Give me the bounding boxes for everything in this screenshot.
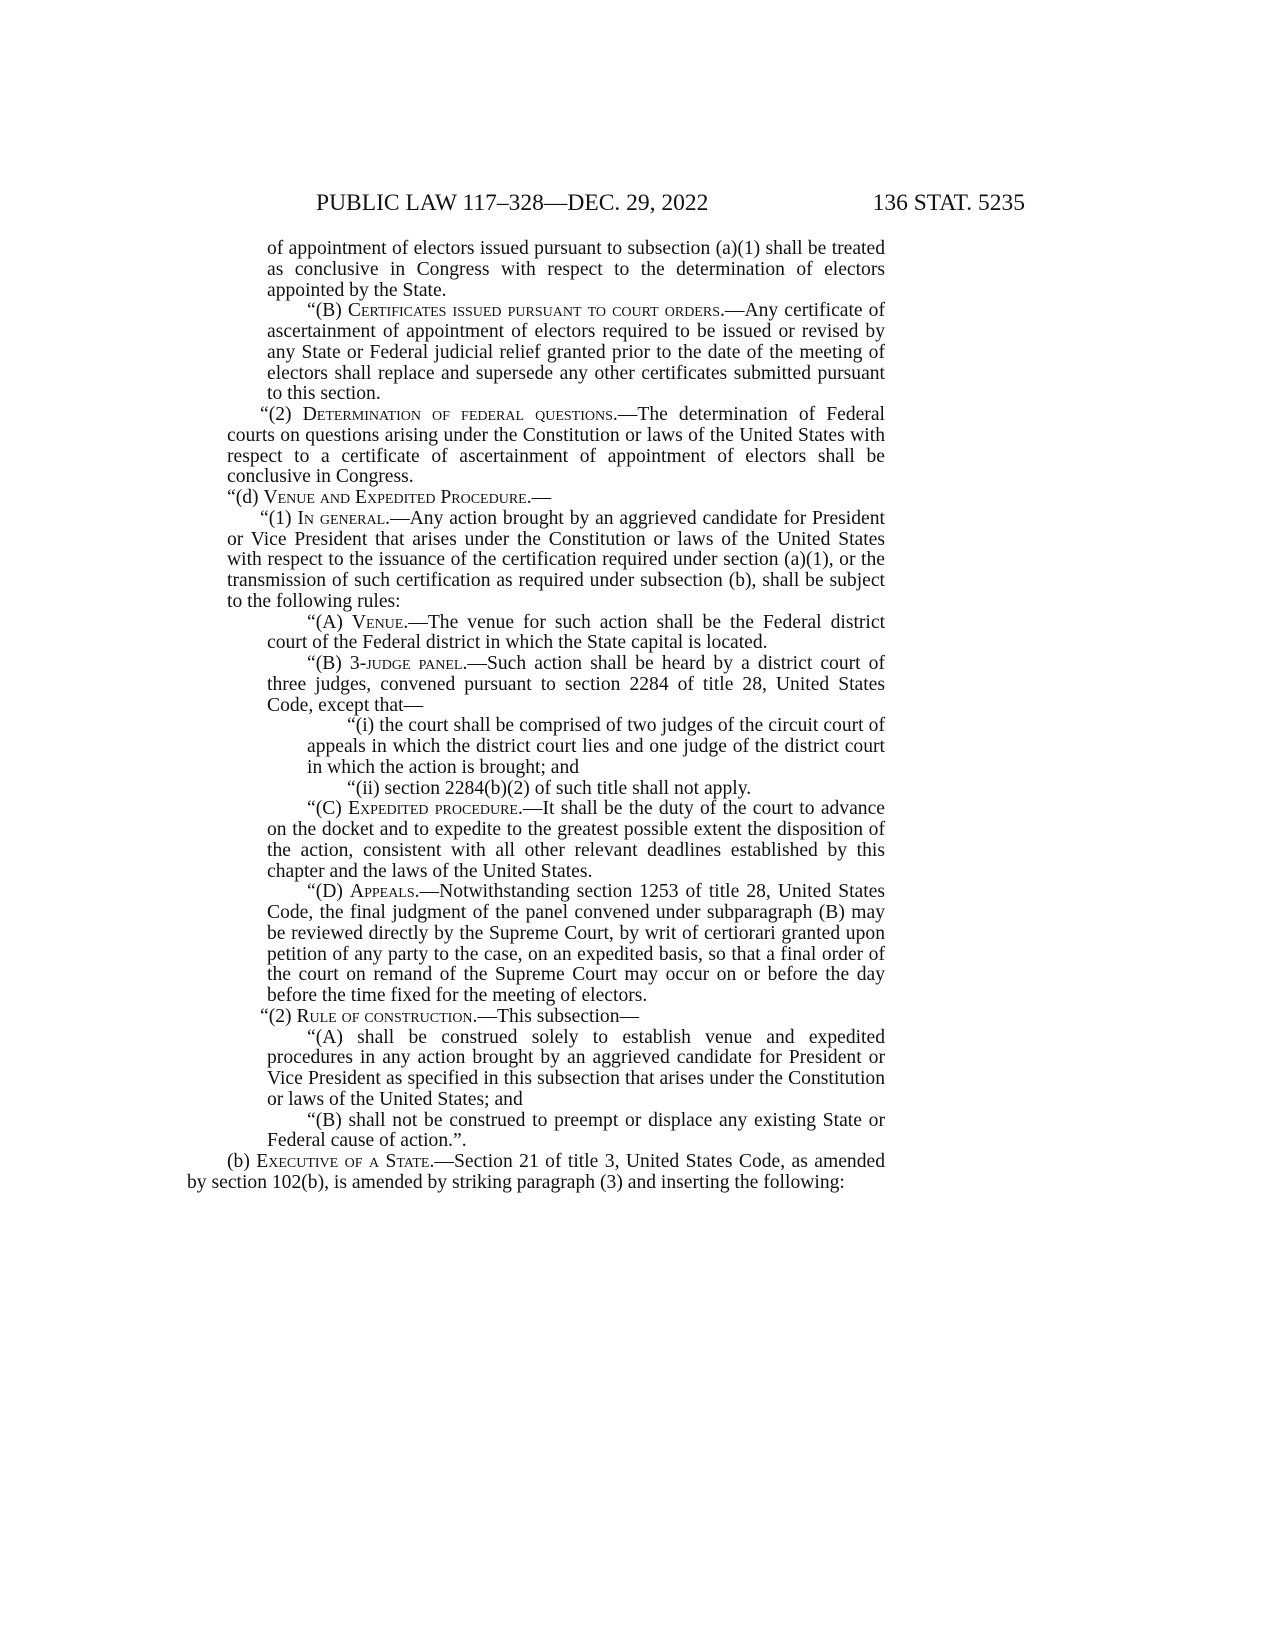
subparagraph-a-venue: “(A) Venue.—The venue for such action shall be the Federal district court of the Federal district in which the State capital is located.	[267, 611, 886, 654]
paragraph-heading: Determination of federal questions.	[302, 404, 618, 425]
statute-page-number: 136 STAT. 5235	[872, 190, 1025, 216]
paragraph-2-federal-questions: “(2) Determination of federal questions.—The determination of Federal courts on questions arising under the Constitution or laws of the United States with respect to a certificate of ascertainment of appointment of electors shall be conclusive in Congress.	[227, 404, 885, 488]
subparagraph-c-expedited-procedure: “(C) Expedited procedure.—It shall be the duty of the court to advance on the docket and to expedite to the greatest possible extent the disposition of the action, consistent with all other relevant deadlines established by this chapter and the laws of the United States.	[267, 798, 885, 882]
subparagraph-b-3-judge-panel: “(B) 3-judge panel.—Such action shall be heard by a district court of three judges, convened pursuant to section 2284 of title 28, United States Code, except that—	[267, 653, 886, 716]
paragraph-1-in-general: “(1) In general.—Any action brought by an aggrieved candidate for President or Vice President that arises under the Constitution or laws of the United States with respect to the issuance of the certification required under section (a)(1), or the transmission of such certification as required under subsection (b), shall be subject to the following rules:	[227, 507, 885, 612]
subparagraph-heading: Venue.	[351, 611, 409, 633]
subparagraph-a-construed: “(A) shall be construed solely to establish venue and expedited procedures in any action brought by an aggrieved candidate for President or Vice President as specified in this subsection that arises under the Constitution or laws of the United States; and	[267, 1026, 885, 1110]
subparagraph-b-not-preempt: “(B) shall not be construed to preempt or displace any existing State or Federal cause of action.”.	[267, 1109, 885, 1152]
paragraph-heading: Rule of construction.	[296, 1005, 478, 1027]
subparagraph-heading: Certificates issued pursuant to court orders.	[347, 300, 725, 322]
subsection-b-executive: (b) Executive of a State.—Section 21 of title 3, United States Code, as amended by section 102(b), is amended by striking paragraph (3) and inserting the following:	[187, 1151, 886, 1193]
subparagraph-heading: Appeals.	[349, 881, 420, 903]
page-header	[225, 188, 1025, 218]
clause-ii: “(ii) section 2284(b)(2) of such title shall not apply.	[347, 777, 752, 799]
subsection-heading: Executive of a State.	[256, 1151, 435, 1172]
clause-i: “(i) the court shall be comprised of two judges of the circuit court of appeals in which the district court lies and one judge of the district court in which the action is brought; and	[307, 715, 885, 778]
document-body	[187, 238, 886, 1194]
subparagraph-heading: Expedited procedure.	[348, 798, 523, 820]
paragraph-continuation: of appointment of electors issued pursuant to subsection (a)(1) shall be treated as conclusive in Congress with respect to the determination of electors appointed by the State.	[267, 238, 885, 301]
subsection-heading: Venue and Expedited Procedure.	[263, 487, 532, 508]
paragraph-heading: In general.	[297, 507, 391, 529]
running-title: PUBLIC LAW 117–328—DEC. 29, 2022	[316, 190, 709, 216]
subparagraph-heading: 3-judge panel.	[349, 653, 468, 674]
subsection-d-heading: “(d) Venue and Expedited Procedure.—	[227, 487, 552, 508]
subparagraph-d-appeals: “(D) Appeals.—Notwithstanding section 1253 of title 28, United States Code, the final judgment of the panel convened under subparagraph (B) may be reviewed directly by the Supreme Court, by writ of certiorari granted upon petition of any party to the case, on an expedited basis, so that a final order of the court on remand of the Supreme Court may occur on or before the day before the time fixed for the meeting of electors.	[267, 881, 886, 1006]
paragraph-2-rule-of-construction: “(2) Rule of construction.—This subsection—	[260, 1005, 640, 1027]
subparagraph-b-certificates: “(B) Certificates issued pursuant to court orders.—Any certificate of ascertainment of appointment of electors required to be issued or revised by any State or Federal judicial relief granted prior to the date of the meeting of electors shall replace and supersede any other certificates submitted pursuant to this section.	[267, 300, 886, 405]
